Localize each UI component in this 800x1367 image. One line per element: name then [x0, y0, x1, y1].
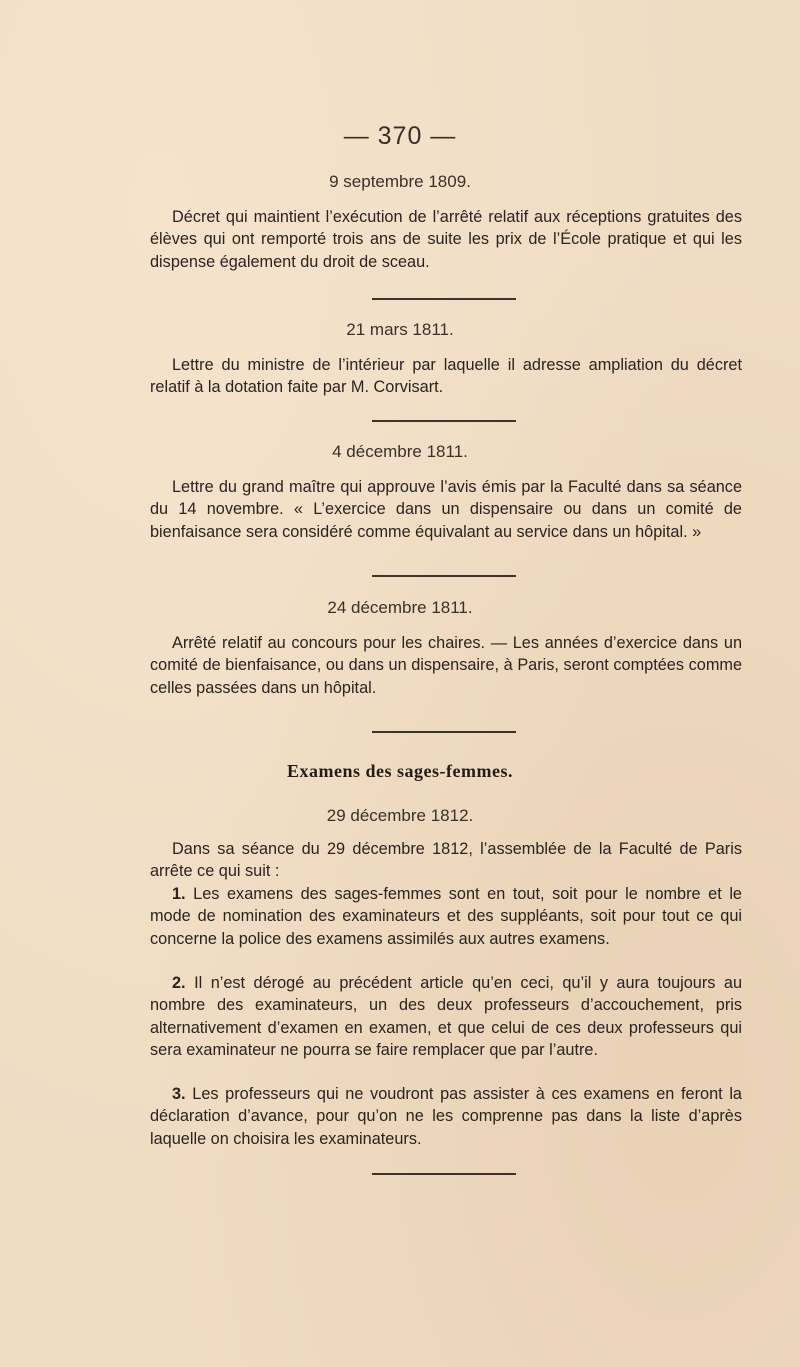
article-text: Les professeurs qui ne voudront pas assister à ces examens en feront la déclaration d’avance, pour qu’on ne les comprenne pas dans la liste d’après laquelle on choisira les examinateurs. [150, 1085, 742, 1148]
article-number: 1. [172, 885, 186, 903]
divider [372, 731, 516, 733]
divider [372, 420, 516, 422]
section-heading: Examens des sages-femmes. [287, 761, 513, 781]
article [150, 1083, 742, 1150]
article [150, 883, 742, 950]
section-date: 29 décembre 1812. [326, 806, 474, 825]
page-number: — 370 — [343, 122, 457, 150]
entry-text: Lettre du grand maître qui approuve l’avis émis par la Faculté dans sa séance du 14 novembre. « L’exercice dans un dispensaire ou dans un comité de bienfaisance sera considéré comme équivalant au service dans un hôpital. » [150, 478, 742, 541]
article-number: 3. [172, 1085, 186, 1103]
article-number: 2. [172, 974, 186, 992]
divider [372, 575, 516, 577]
article-text: Les examens des sages-femmes sont en tout, soit pour le nombre et le mode de nomination des examinateurs et des suppléants, soit pour tout ce qui concerne la police des examens assimilés aux autres examens. [150, 885, 742, 948]
article-text: Il n’est dérogé au précédent article qu’en ceci, qu’il y aura toujours au nombre des examinateurs, un des deux professeurs d’accouchement, pris alternativement d’examen en examen, et que celui de ces deux professeurs qui sera examinateur ne pourra se faire remplacer que par l’autre. [150, 974, 742, 1059]
entry-text: Lettre du ministre de l’intérieur par laquelle il adresse ampliation du décret relatif à la dotation faite par M. Corvisart. [150, 356, 742, 397]
article [150, 972, 742, 1061]
entry-date: 24 décembre 1811. [327, 598, 473, 617]
section-intro: Dans sa séance du 29 décembre 1812, l’assemblée de la Faculté de Paris arrête ce qui suit : [150, 840, 742, 881]
entry-date: 9 septembre 1809. [329, 172, 471, 191]
entry-date: 4 décembre 1811. [332, 442, 468, 461]
entry-text: Arrêté relatif au concours pour les chaires. — Les années d’exercice dans un comité de bienfaisance, ou dans un dispensaire, à Paris, seront comptées comme celles passées dans un hôpital. [150, 634, 742, 697]
entry-text: Décret qui maintient l’exécution de l’arrêté relatif aux réceptions gratuites des élèves qui ont remporté trois ans de suite les prix de l’École pratique et qui les dispense également du droit de sceau. [150, 208, 742, 271]
entry-date: 21 mars 1811. [346, 320, 454, 339]
divider [372, 1173, 516, 1175]
divider [372, 298, 516, 300]
